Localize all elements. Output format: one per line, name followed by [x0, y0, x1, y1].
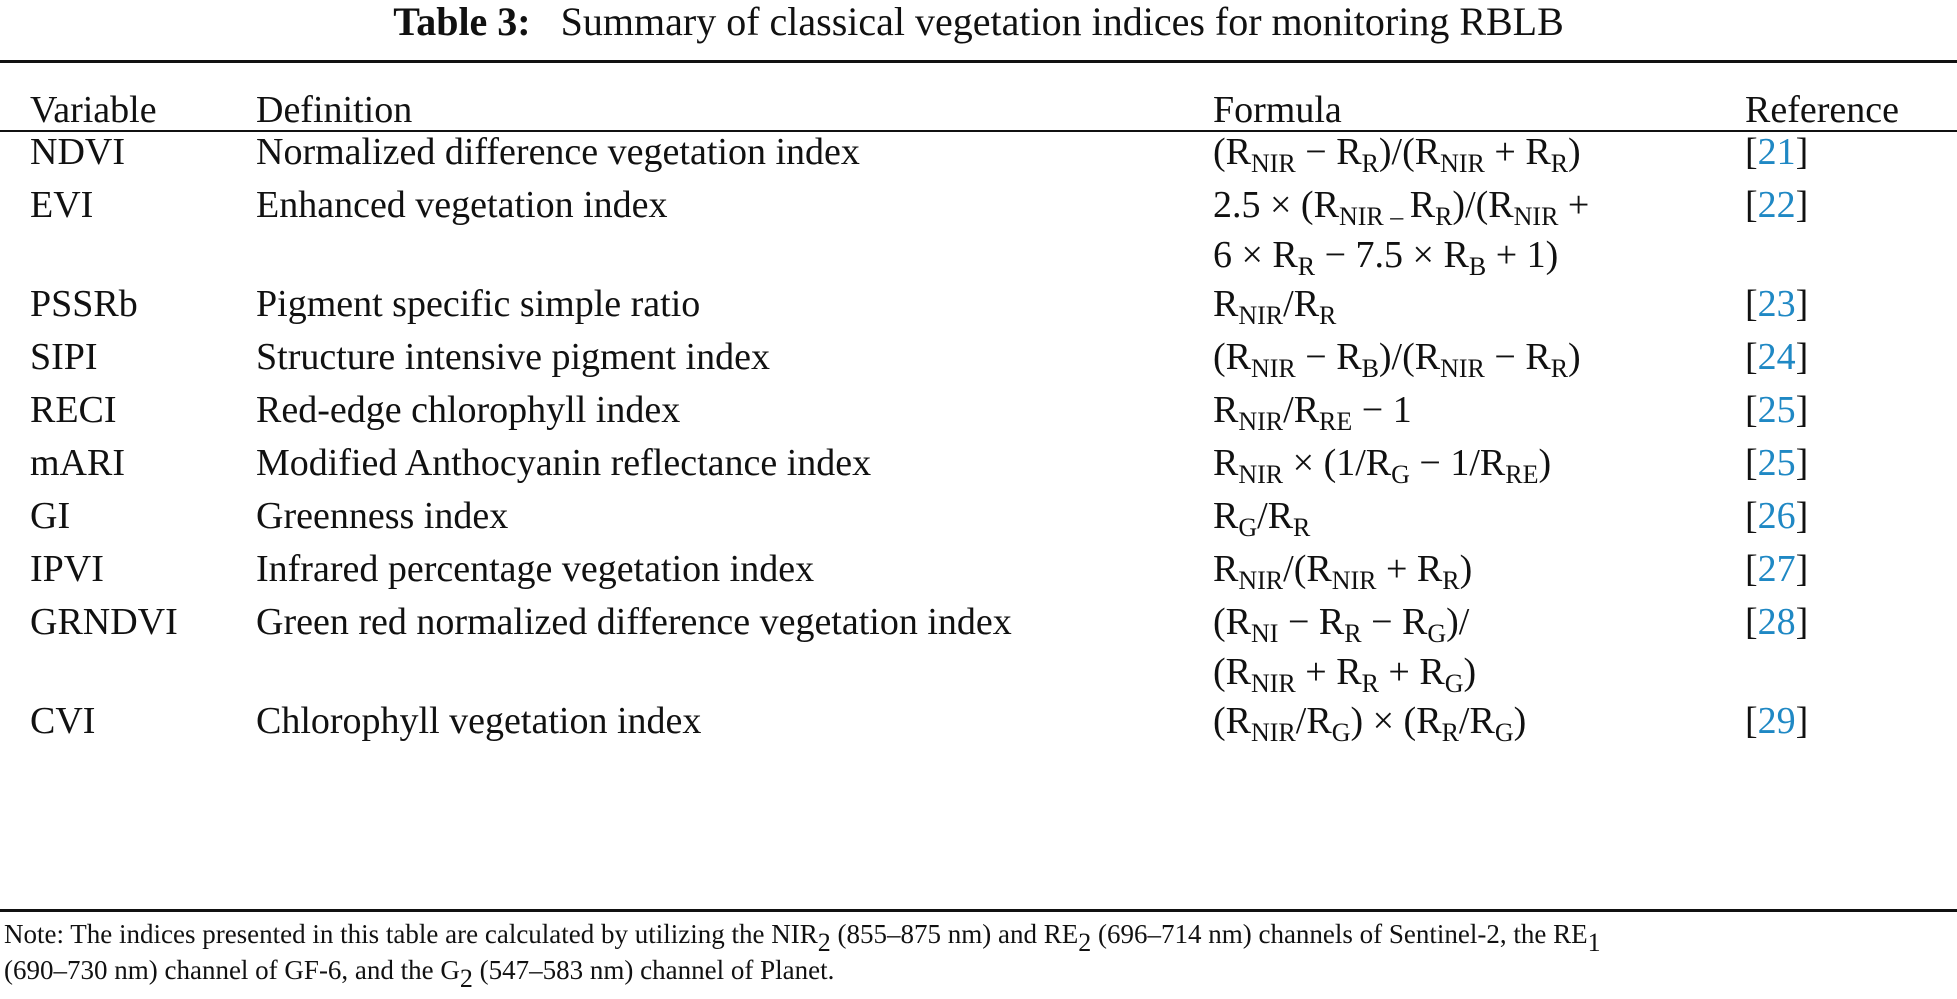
formula-subscript: R [1550, 149, 1569, 178]
formula-line [1213, 647, 1476, 697]
reference-open-bracket: [ [1745, 548, 1758, 590]
note-subscript: 2 [817, 928, 831, 957]
cell-reference [1745, 127, 1808, 177]
note-subscript: 2 [1078, 928, 1092, 957]
cell-definition: Pigment specific simple ratio [256, 283, 701, 325]
formula-line [1213, 180, 1589, 230]
cell-reference [1745, 332, 1808, 382]
cell-definition: Normalized difference vegetation index [256, 131, 860, 173]
formula-subscript: R [1361, 669, 1379, 698]
reference-open-bracket: [ [1745, 131, 1758, 173]
cell-definition: Red-edge chlorophyll index [256, 389, 681, 431]
cell-definition: Infrared percentage vegetation index [256, 548, 815, 590]
reference-link[interactable]: 27 [1757, 548, 1796, 590]
formula-subscript: NIR – [1338, 202, 1410, 231]
formula-subscript: NIR [1440, 149, 1485, 178]
formula-subscript: G [1427, 619, 1447, 648]
formula-text: × (1/R [1283, 442, 1392, 484]
note-subscript: 1 [1587, 928, 1601, 957]
cell-definition: Modified Anthocyanin reflectance index [256, 442, 872, 484]
formula-line [1213, 230, 1589, 280]
formula-text: − 7.5 × R [1315, 234, 1469, 276]
table-caption-text: Summary of classical vegetation indices for monitoring RBLB [560, 0, 1564, 44]
reference-open-bracket: [ [1745, 283, 1758, 325]
formula-text: R [1213, 548, 1239, 590]
cell-formula [1213, 385, 1412, 435]
formula-text: /R [1295, 700, 1332, 742]
formula-text: ) [1538, 442, 1552, 484]
formula-line [1213, 491, 1310, 541]
formula-line [1213, 597, 1476, 647]
formula-subscript: R [1297, 252, 1316, 281]
cell-formula [1213, 332, 1581, 382]
cell-variable: GRNDVI [30, 601, 178, 643]
note-line [4, 952, 1954, 993]
formula-line [1213, 127, 1581, 177]
cell-variable: EVI [30, 184, 94, 226]
header-variable: Variable [30, 89, 157, 131]
cell-reference [1745, 279, 1808, 329]
cell-formula [1213, 491, 1310, 541]
formula-subscript: G [1494, 718, 1514, 747]
cell-variable: mARI [30, 442, 125, 484]
cell-definition: Greenness index [256, 495, 509, 537]
cell-definition: Chlorophyll vegetation index [256, 700, 702, 742]
cell-formula [1213, 597, 1476, 697]
formula-text: + [1558, 184, 1590, 226]
formula-text: )/(R [1378, 131, 1441, 173]
formula-text: (R [1213, 651, 1251, 693]
formula-text: ) × (R [1350, 700, 1442, 742]
reference-open-bracket: [ [1745, 495, 1758, 537]
header-formula: Formula [1213, 89, 1342, 131]
cell-reference [1745, 180, 1808, 230]
formula-text: + R [1376, 548, 1443, 590]
reference-open-bracket: [ [1745, 700, 1758, 742]
formula-subscript: R [1550, 354, 1569, 383]
reference-open-bracket: [ [1745, 336, 1758, 378]
formula-text: 2.5 × (R [1213, 184, 1339, 226]
reference-open-bracket: [ [1745, 601, 1758, 643]
formula-subscript: NIR [1238, 566, 1284, 595]
reference-close-bracket: ] [1795, 131, 1809, 173]
cell-reference [1745, 385, 1808, 435]
formula-text: /R [1458, 700, 1495, 742]
table-caption-spacer [541, 0, 551, 44]
formula-subscript: NIR [1251, 669, 1296, 698]
formula-subscript: NIR [1251, 354, 1296, 383]
formula-text: − R [1361, 601, 1428, 643]
formula-text: )/ [1446, 601, 1470, 643]
formula-text: /(R [1283, 548, 1332, 590]
formula-text: − R [1295, 336, 1362, 378]
formula-text: (R [1213, 601, 1251, 643]
cell-variable: PSSRb [30, 283, 138, 325]
formula-text: + R [1378, 651, 1445, 693]
formula-text: 6 × R [1213, 234, 1298, 276]
formula-text: + 1) [1486, 234, 1559, 276]
note-text: (690–730 nm) channel of GF-6, and the G [4, 955, 460, 985]
cell-variable: IPVI [30, 548, 104, 590]
cell-variable: NDVI [30, 131, 125, 173]
formula-subscript: G [1331, 718, 1351, 747]
formula-text: )/(R [1452, 184, 1514, 226]
formula-subscript: NIR [1513, 202, 1559, 231]
formula-subscript: G [1391, 460, 1410, 489]
formula-subscript: B [1361, 354, 1379, 383]
cell-reference [1745, 597, 1808, 647]
cell-formula [1213, 696, 1526, 746]
formula-text: − R [1295, 131, 1362, 173]
reference-open-bracket: [ [1745, 389, 1758, 431]
note-text: (855–875 nm) and RE [830, 919, 1079, 949]
formula-subscript: NIR [1251, 718, 1296, 747]
reference-close-bracket: ] [1795, 700, 1809, 742]
header-reference: Reference [1745, 89, 1899, 131]
formula-text: (R [1213, 131, 1251, 173]
formula-line [1213, 385, 1412, 435]
formula-subscript: B [1468, 252, 1487, 281]
formula-text: /R [1283, 283, 1320, 325]
cell-reference [1745, 438, 1808, 488]
cell-reference [1745, 696, 1808, 746]
formula-line [1213, 696, 1526, 746]
reference-link[interactable]: 29 [1757, 700, 1796, 742]
note-text: Note: The indices presented in this table are calculated by utilizing the NIR [4, 919, 818, 949]
cell-formula [1213, 279, 1336, 329]
formula-text: ) [1513, 700, 1527, 742]
table-top-rule [0, 60, 1957, 63]
note-text: (696–714 nm) channels of Sentinel-2, the RE [1091, 919, 1588, 949]
note-text: (547–583 nm) channel of Planet. [472, 955, 835, 985]
reference-link[interactable]: 24 [1757, 336, 1796, 378]
cell-variable: GI [30, 495, 71, 537]
formula-line [1213, 438, 1551, 488]
formula-subscript: NIR [1238, 460, 1284, 489]
reference-close-bracket: ] [1795, 283, 1809, 325]
formula-subscript: RE [1319, 407, 1353, 436]
formula-line [1213, 332, 1581, 382]
formula-subscript: NIR [1251, 149, 1296, 178]
note-subscript: 2 [459, 964, 473, 993]
formula-text: ) [1568, 131, 1581, 173]
note-line [4, 916, 1954, 957]
table-caption-label: Table 3: [393, 0, 531, 44]
formula-text: R [1213, 389, 1239, 431]
formula-text: ) [1463, 651, 1477, 693]
reference-link[interactable]: 28 [1757, 601, 1796, 643]
formula-text: R [1213, 283, 1239, 325]
formula-subscript: R [1442, 566, 1460, 595]
reference-link[interactable]: 25 [1757, 442, 1796, 484]
formula-subscript: NI [1251, 619, 1279, 648]
formula-subscript: R [1435, 202, 1453, 231]
reference-link[interactable]: 26 [1757, 495, 1796, 537]
reference-close-bracket: ] [1795, 184, 1809, 226]
table-caption [0, 0, 1957, 58]
formula-subscript: R [1361, 149, 1379, 178]
formula-text: R [1409, 184, 1436, 226]
formula-text: − 1/R [1409, 442, 1506, 484]
reference-close-bracket: ] [1795, 601, 1809, 643]
cell-variable: CVI [30, 700, 96, 742]
cell-definition: Structure intensive pigment index [256, 336, 770, 378]
formula-subscript: NIR [1331, 566, 1377, 595]
formula-text: + R [1484, 131, 1551, 173]
formula-text: (R [1213, 336, 1251, 378]
cell-definition: Green red normalized difference vegetation index [256, 601, 1012, 643]
table-note [4, 916, 1954, 993]
formula-text: R [1213, 495, 1239, 537]
table-bottom-rule [0, 909, 1957, 912]
formula-text: /R [1283, 389, 1320, 431]
formula-subscript: NIR [1440, 354, 1485, 383]
cell-variable: RECI [30, 389, 117, 431]
cell-reference [1745, 544, 1808, 594]
reference-link[interactable]: 21 [1757, 131, 1796, 173]
reference-close-bracket: ] [1795, 336, 1809, 378]
cell-formula [1213, 180, 1589, 280]
formula-text: − R [1278, 601, 1345, 643]
formula-subscript: R [1293, 513, 1311, 542]
cell-variable: SIPI [30, 336, 98, 378]
formula-text: + R [1295, 651, 1362, 693]
formula-line [1213, 544, 1472, 594]
formula-subscript: R [1344, 619, 1362, 648]
header-definition: Definition [256, 89, 413, 131]
reference-link[interactable]: 22 [1757, 184, 1796, 226]
cell-formula [1213, 127, 1581, 177]
reference-link[interactable]: 23 [1757, 283, 1796, 325]
cell-formula [1213, 544, 1472, 594]
reference-close-bracket: ] [1795, 389, 1809, 431]
formula-text: ) [1459, 548, 1473, 590]
formula-subscript: NIR [1238, 407, 1284, 436]
formula-text: /R [1257, 495, 1294, 537]
formula-subscript: R [1441, 718, 1459, 747]
cell-formula [1213, 438, 1551, 488]
reference-open-bracket: [ [1745, 442, 1758, 484]
formula-text: (R [1213, 700, 1251, 742]
formula-text: − 1 [1352, 389, 1412, 431]
reference-close-bracket: ] [1795, 495, 1809, 537]
reference-open-bracket: [ [1745, 184, 1758, 226]
formula-subscript: R [1319, 301, 1337, 330]
formula-text: R [1213, 442, 1239, 484]
formula-line [1213, 279, 1336, 329]
formula-subscript: RE [1505, 460, 1539, 489]
formula-subscript: G [1238, 513, 1258, 542]
cell-reference [1745, 491, 1808, 541]
cell-definition: Enhanced vegetation index [256, 184, 668, 226]
formula-subscript: G [1444, 669, 1464, 698]
reference-close-bracket: ] [1795, 548, 1809, 590]
reference-link[interactable]: 25 [1757, 389, 1796, 431]
formula-text: )/(R [1378, 336, 1441, 378]
reference-close-bracket: ] [1795, 442, 1809, 484]
formula-text: − R [1484, 336, 1551, 378]
formula-text: ) [1568, 336, 1581, 378]
formula-subscript: NIR [1238, 301, 1284, 330]
